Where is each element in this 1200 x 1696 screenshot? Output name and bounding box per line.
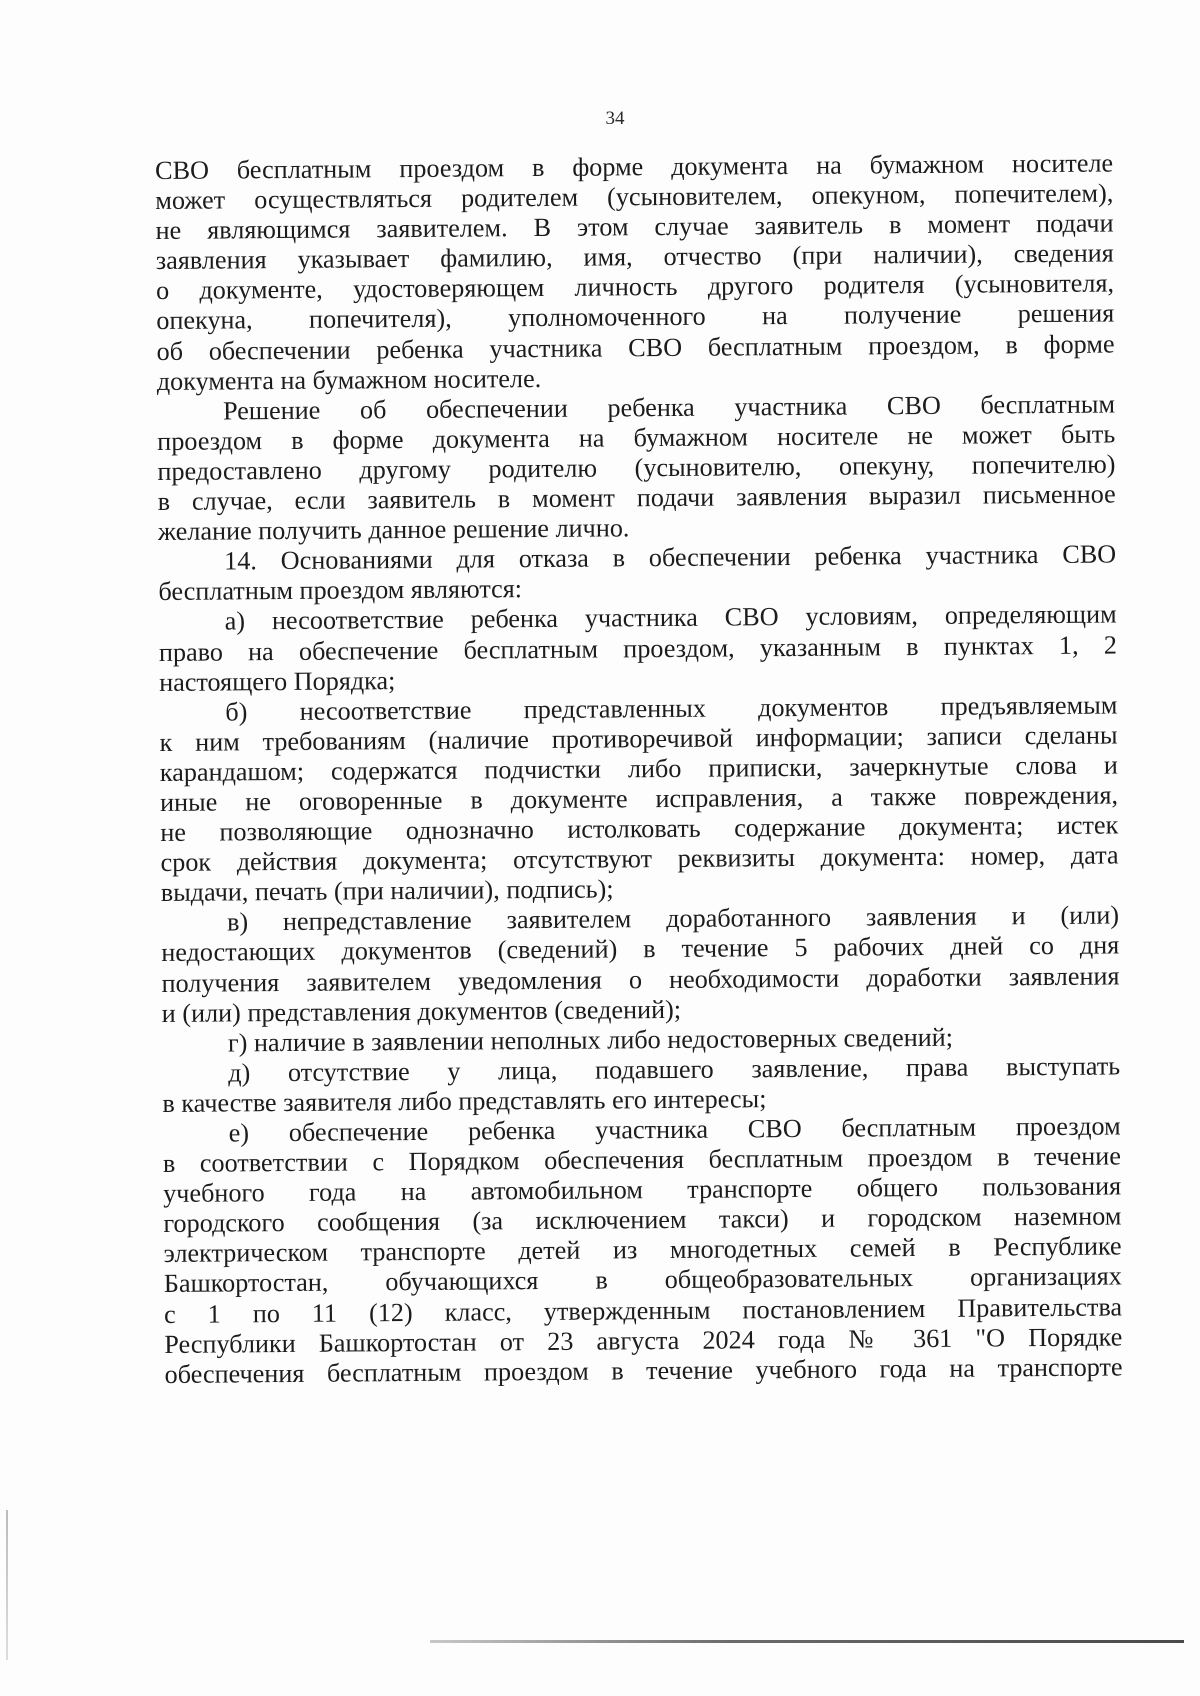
text-line: к ним требованиям (наличие противоречивой информации; записи сделаны: [159, 720, 1118, 757]
text-line: Башкортостан, обучающихся в общеобразовательных организациях: [163, 1261, 1122, 1299]
text-line: желание получить данное решение лично.: [157, 513, 630, 547]
text-line: срок действия документа; отсутствуют реквизиты документа: номер, дата: [160, 840, 1119, 878]
scan-edge-mark: [6, 1510, 8, 1660]
text-line: карандашом; содержатся подчистки либо приписки, зачеркнутые слова и: [159, 750, 1118, 787]
text-line: опекуна, попечителя), уполномоченного на получение решения: [156, 298, 1115, 336]
text-line: недостающих документов (сведений) в течение 5 рабочих дней со дня: [161, 930, 1120, 968]
text-line: с 1 по 11 (12) класс, утвержденным постановлением Правительства: [163, 1292, 1123, 1329]
text-line: документа на бумажном носителе.: [156, 363, 542, 396]
text-line: в случае, если заявитель в момент подачи заявления выразил письменное: [157, 479, 1116, 517]
text-line: б) несоответствие представленных документов предъявляемым: [225, 690, 1118, 727]
sub-item-b: [159, 690, 1119, 908]
sub-item-v: [161, 901, 1120, 1029]
text-line: в качестве заявителя либо представлять его интересы;: [162, 1084, 767, 1118]
text-line: городского сообщения (за исключением такси) и городском наземном: [163, 1201, 1122, 1239]
text-line: об обеспечении ребенка участника СВО бесплатным проездом, в форме: [156, 329, 1115, 366]
text-line: предоставлено другому родителю (усыновителю, опекуну, попечителю): [157, 449, 1116, 486]
text-line: е) обеспечение ребенка участника СВО бесплатным проездом: [228, 1111, 1121, 1148]
text-line: заявления указывает фамилию, имя, отчество (при наличии), сведения: [155, 238, 1114, 276]
page-number: 34: [605, 108, 625, 129]
footer-rule: [430, 1640, 1184, 1643]
text-line: и (или) представления документов (сведений);: [161, 994, 682, 1028]
text-line: проездом в форме документа на бумажном носителе не может быть: [157, 419, 1116, 456]
text-line: настоящего Порядка;: [159, 665, 396, 697]
text-line: в) непредставление заявителем доработанного заявления и (или): [226, 900, 1120, 937]
text-line: не позволяющие однозначно истолковать содержание документа; истек: [160, 810, 1119, 848]
text-line: СВО бесплатным проездом в форме документа на бумажном носителе: [155, 148, 1114, 185]
text-line: бесплатным проездом являются:: [158, 574, 523, 607]
text-line: право на обеспечение бесплатным проездом, указанным в пунктах 1, 2: [158, 629, 1117, 667]
text-line: выдачи, печать (при наличии), подпись);: [160, 874, 614, 908]
text-line: учебного года на автомобильном транспорте общего пользования: [163, 1171, 1122, 1209]
text-line: может осуществляться родителем (усыновителем, опекуном, попечителем),: [155, 178, 1114, 216]
text-line: д) отсутствие у лица, подавшего заявление, права выступать: [228, 1051, 1121, 1088]
text-line: Решение об обеспечении ребенка участника СВО бесплатным: [222, 389, 1116, 426]
text-line: 14. Основаниями для отказа в обеспечении ребенка участника СВО: [224, 539, 1117, 576]
text-line: Республики Башкортостан от 23 августа 2024 года № 361 "О Порядке: [164, 1322, 1123, 1359]
text-line: не являющимся заявителем. В этом случае заявитель в момент подачи: [155, 208, 1114, 246]
text-line: г) наличие в заявлении неполных либо недостоверных сведений;: [227, 1022, 954, 1058]
sub-item-e: [163, 1111, 1123, 1389]
text-line: обеспечения бесплатным проездом в течение учебного года на транспорте: [164, 1352, 1123, 1389]
text-line: в соответствии с Порядком обеспечения бесплатным проездом в течение: [162, 1141, 1121, 1179]
text-line: о документе, удостоверяющем личность другого родителя (усыновителя,: [155, 268, 1115, 306]
paragraph-decision: [157, 389, 1116, 547]
document-body: [155, 148, 1123, 1389]
paragraph-item-14: [158, 540, 1116, 608]
text-line: а) несоответствие ребенка участника СВО условиям, определяющим: [224, 599, 1117, 636]
text-line: иные не оговоренные в документе исправления, а также повреждения,: [159, 780, 1119, 817]
sub-item-d: [162, 1051, 1120, 1119]
paragraph-continuation: [155, 148, 1115, 396]
text-line: электрическом транспорте детей из многодетных семей в Республике: [163, 1231, 1122, 1269]
sub-item-a: [159, 600, 1118, 698]
text-line: получения заявителем уведомления о необходимости доработки заявления: [161, 960, 1120, 998]
